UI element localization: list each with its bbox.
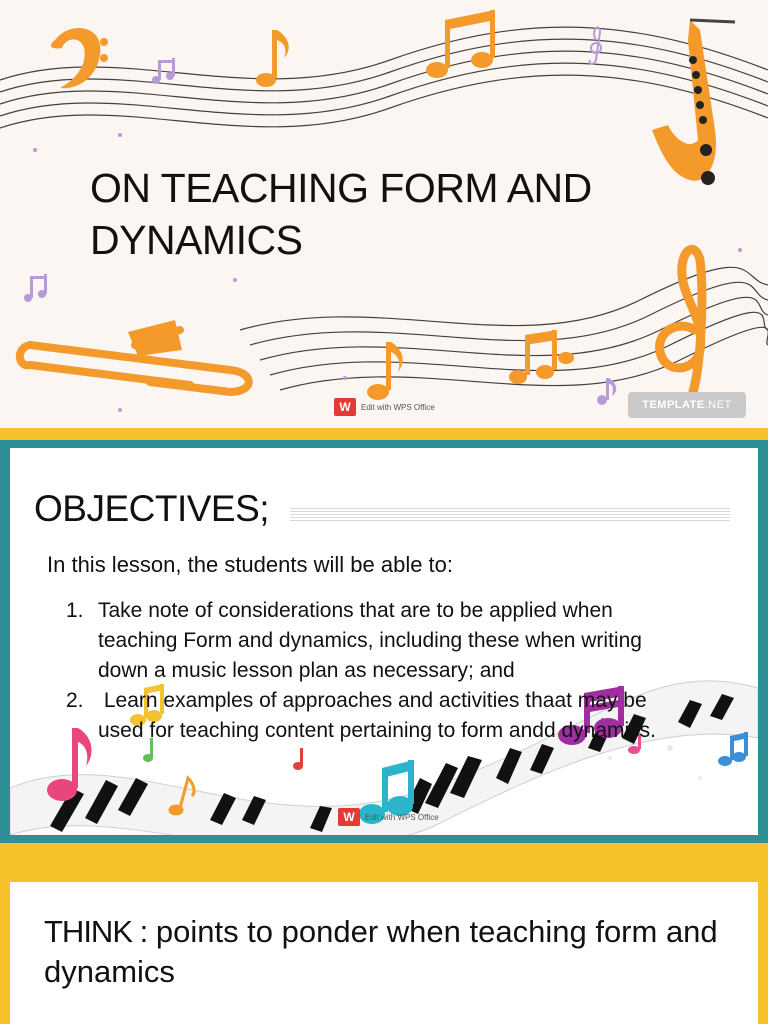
- objectives-intro: In this lesson, the students will be able to:: [47, 552, 454, 577]
- beamed-notes-icon: [426, 10, 495, 78]
- red-note-icon: [293, 748, 303, 770]
- slide-content: [10, 448, 758, 835]
- slide-title: ON TEACHING FORM AND DYNAMICS: [90, 165, 592, 263]
- list-text: Learn examples of approaches and activities thaat may be used for teaching content pertaining to form andd dynamics.: [98, 689, 656, 742]
- template-mark-bold: TEMPLATE: [642, 399, 705, 411]
- list-item: [66, 596, 686, 686]
- wps-watermark-text: Edit with WPS Office: [365, 812, 439, 822]
- list-text: Take note of considerations that are to be applied when teaching Form and dynamics, including these when writing down a music lesson plan as necessary; and: [98, 599, 642, 682]
- think-lead: THINK :: [44, 914, 148, 949]
- slide-content: [10, 882, 758, 1024]
- trombone-bell-icon: [128, 320, 182, 356]
- saxophone-icon: [652, 20, 735, 185]
- think-text: [44, 912, 754, 992]
- treble-clef-icon: [660, 249, 702, 400]
- list-item: [66, 686, 686, 746]
- template-mark-light: .NET: [704, 399, 732, 411]
- objectives-slide: [0, 432, 768, 850]
- wps-logo-icon: W: [334, 398, 356, 416]
- wps-watermark-text: Edit with WPS Office: [361, 402, 435, 412]
- list-number: 1.: [66, 599, 84, 622]
- title-slide: [0, 0, 768, 428]
- staff-lines-top: [0, 27, 768, 128]
- think-body: points to ponder when teaching form and dynamics: [44, 914, 727, 989]
- bottom-eighth-note-icon: [367, 342, 403, 400]
- small-note-left-icon: [24, 274, 47, 302]
- slide-frame: [0, 440, 768, 843]
- list-number: 2.: [66, 689, 84, 712]
- blue-note-icon: [718, 732, 748, 766]
- objectives-list: [66, 596, 686, 746]
- wps-watermark: [338, 808, 439, 826]
- think-slide: [0, 872, 768, 1024]
- wps-watermark: [334, 398, 435, 416]
- small-note-right-icon: [597, 378, 616, 405]
- treble-clef-small-icon: [590, 27, 601, 63]
- wps-logo-icon: W: [338, 808, 360, 826]
- template-net-badge: [628, 392, 746, 418]
- objectives-heading: OBJECTIVES;: [34, 488, 270, 529]
